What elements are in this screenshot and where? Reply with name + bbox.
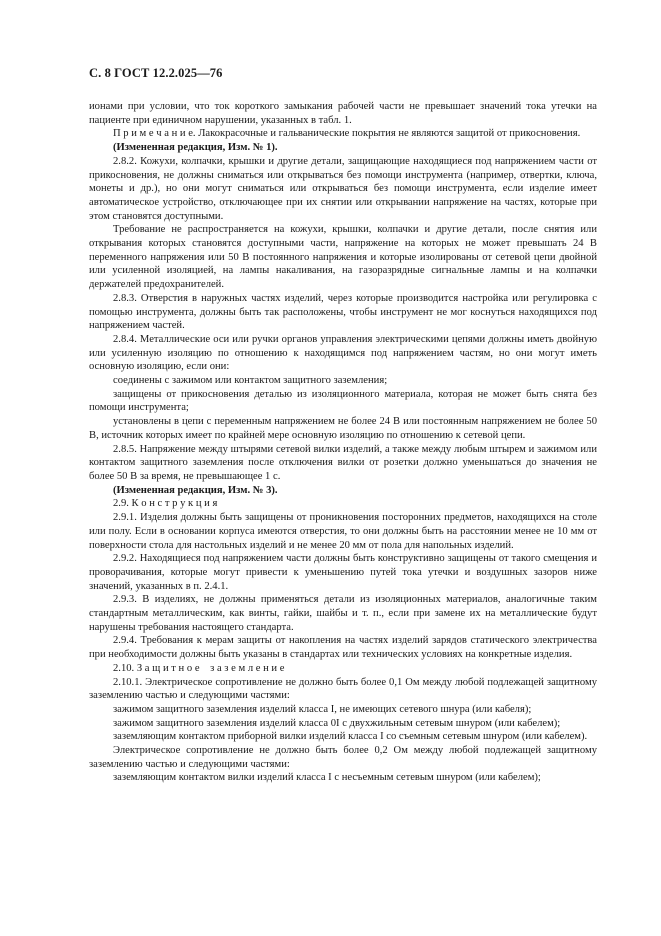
section-heading: З а щ и т н о е з а з е м л е н и е xyxy=(136,662,285,674)
paragraph-text: Требование не распространяется на кожухи, крышки, колпачки и другие детали, после снятия или открывания которых становятся доступными части, напряжение на которых не может превышать 24 В переменного напряжения или 50 В постоянного напряжения и которые изолированы от сетевой цепи двойной или усиленной изоляцией, на лампы накаливания, на газоразрядные сигнальные лампы и на колпачки держателей предохранителей. xyxy=(89,224,597,291)
document-body xyxy=(89,100,597,785)
paragraph xyxy=(89,100,597,127)
paragraph-text: 2.9.3. В изделиях, не должны применяться детали из изоляционных материалов, аналогичные таким стандартным металлическим, как винты, гайки, шайбы и т. п., если при замене их на металлические будут нарушены требования настоящего стандарта. xyxy=(89,594,597,633)
page-header: С. 8 ГОСТ 12.2.025—76 xyxy=(89,66,223,80)
paragraph-text: 2.8.5. Напряжение между штырями сетевой вилки изделий, а также между любым штырем и зажимом или контактом защитного заземления после отключения вилки от розетки должно уменьшаться до значения не более 50 В за время, не превышающее 1 с. xyxy=(89,443,597,482)
paragraph xyxy=(89,388,597,415)
paragraph xyxy=(89,223,597,292)
paragraph xyxy=(89,744,597,771)
paragraph-text: 2.10.1. Электрическое сопротивление не должно быть более 0,1 Ом между любой подлежащей защитному заземлению частью и следующими частями: xyxy=(89,676,597,702)
paragraph-text: 2.9.4. Требования к мерам защиты от накопления на частях изделий зарядов статического электричества при необходимости должны быть указаны в стандартах или технических условиях на конкретные изделия. xyxy=(89,635,597,661)
paragraph-prefix: 2.10. xyxy=(113,662,135,674)
paragraph-text: установлены в цепи с переменным напряжением не более 24 В или постоянным напряжением не более 50 В, источник которых имеет по крайней мере основную изоляцию по отношению к сетевой цепи. xyxy=(89,416,597,441)
paragraph-text: 2.8.3. Отверстия в наружных частях изделий, через которые производится настройка или регулировка с помощью инструмента, должны быть так расположены, чтобы инструмент не мог коснуться находящихся под напряжением частей. xyxy=(89,292,597,332)
paragraph-text: (Измененная редакция, Изм. № 3). xyxy=(113,484,278,496)
paragraph xyxy=(89,552,597,593)
paragraph-prefix: 2.9. xyxy=(113,498,129,510)
paragraph xyxy=(89,484,597,498)
paragraph-text: 2.8.2. Кожухи, колпачки, крышки и другие детали, защищающие находящиеся под напряжением части от прикосновения, не должны сниматься или открываться без помощи инструмента (например, отвертки, ключа, монеты и др.), но они могут сниматься или открываться без помощи инструмента, если изделие имеет автоматическое устройство, отключающее при их снятии или открывании напряжение на частях, которые при этом становятся доступными. xyxy=(89,155,597,222)
paragraph xyxy=(89,127,597,141)
paragraph xyxy=(89,141,597,155)
paragraph-text: ионами при условии, что ток короткого замыкания рабочей части не превышает значений тока утечки на пациенте при единичном нарушении, указанных в табл. 1. xyxy=(89,101,597,126)
section-heading: К о н с т р у к ц и я xyxy=(131,498,218,510)
paragraph-text: соединены с зажимом или контактом защитного заземления; xyxy=(113,375,388,387)
paragraph xyxy=(89,730,597,744)
paragraph xyxy=(89,662,597,676)
paragraph xyxy=(89,771,597,785)
paragraph-prefix: П р и м е ч а н и е. xyxy=(113,128,196,140)
paragraph xyxy=(89,511,597,552)
paragraph xyxy=(89,415,597,442)
paragraph xyxy=(89,497,597,511)
paragraph xyxy=(89,676,597,703)
paragraph xyxy=(89,593,597,634)
paragraph-text: Электрическое сопротивление не должно быть более 0,2 Ом между любой подлежащей защитному заземлению частью и следующими частями: xyxy=(89,745,597,770)
paragraph xyxy=(89,155,597,224)
paragraph-text: защищены от прикосновения деталью из изоляционного материала, которая не может быть снята без помощи инструмента; xyxy=(89,388,597,414)
paragraph-text: зажимом защитного заземления изделий класса 0I с двухжильным сетевым шнуром (или кабелем); xyxy=(113,717,561,729)
paragraph xyxy=(89,292,597,333)
paragraph-text: зажимом защитного заземления изделий класса I, не имеющих сетевого шнура (или кабеля); xyxy=(113,703,532,715)
paragraph-text: 2.8.4. Металлические оси или ручки органов управления электрическими цепями должны иметь двойную или усиленную изоляцию по отношению к находящимся под напряжением частям, но они могут иметь основную изоляцию, если они: xyxy=(89,333,597,373)
paragraph-text: Лакокрасочные и гальванические покрытия не являются защитой от прикосновения. xyxy=(195,128,581,140)
paragraph xyxy=(89,717,597,731)
paragraph xyxy=(89,374,597,388)
paragraph xyxy=(89,333,597,374)
paragraph-text: заземляющим контактом вилки изделий класса I с несъемным сетевым шнуром (или кабелем); xyxy=(113,772,541,784)
paragraph-text: 2.9.1. Изделия должны быть защищены от проникновения посторонних предметов, находящихся на столе или полу. Если в основании корпуса имеются отверстия, то они должны быть на расстоянии менее не 10 мм от поверхности стола для настольных изделий и не менее 20 мм от пола для напольных изделий. xyxy=(89,512,597,551)
paragraph xyxy=(89,443,597,484)
paragraph-text: 2.9.2. Находящиеся под напряжением части должны быть конструктивно защищены от такого смещения и проворачивания, которые могут привести к уменьшению путей тока утечки и воздушных зазоров ниже значений, указанных в п. 2.4.1. xyxy=(89,553,597,592)
paragraph-text: заземляющим контактом приборной вилки изделий класса I со съемным сетевым шнуром (или кабелем). xyxy=(113,731,588,743)
paragraph-text: (Измененная редакция, Изм. № 1). xyxy=(113,142,278,154)
paragraph xyxy=(89,634,597,661)
paragraph xyxy=(89,703,597,717)
